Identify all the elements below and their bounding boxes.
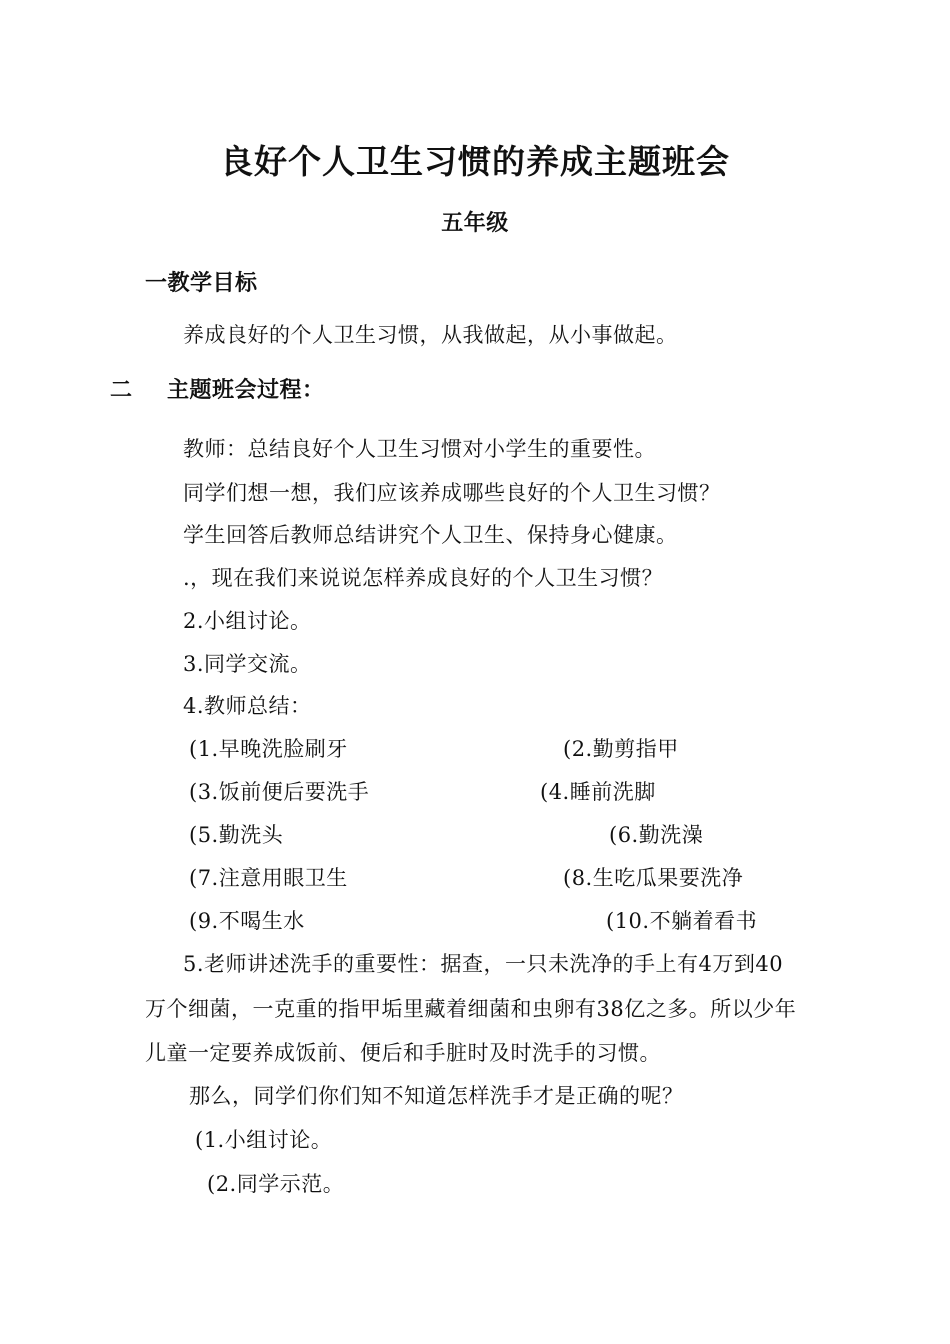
habit-item: (1.早晚洗脸刷牙 bbox=[189, 737, 348, 761]
process-line: .，现在我们来说说怎样养成良好的个人卫生习惯？ bbox=[183, 566, 664, 590]
habit-item: (5.勤洗头 bbox=[189, 823, 284, 847]
paragraph-line: 儿童一定要养成饭前、便后和手脏时及时洗手的习惯。 bbox=[145, 1041, 661, 1065]
section-heading-process: 主题班会过程： bbox=[167, 378, 325, 403]
process-line: 同学们想一想，我们应该养成哪些良好的个人卫生习惯？ bbox=[183, 481, 721, 505]
habit-item: (6.勤洗澡 bbox=[609, 823, 704, 847]
teaching-goal-text: 养成良好的个人卫生习惯，从我做起，从小事做起。 bbox=[183, 323, 678, 347]
habit-item: (9.不喝生水 bbox=[189, 909, 305, 933]
process-line: 2.小组讨论。 bbox=[183, 609, 312, 633]
process-line: 4.教师总结： bbox=[183, 694, 312, 718]
habit-item: (4.睡前洗脚 bbox=[540, 780, 656, 804]
step-item: (2.同学示范。 bbox=[207, 1172, 345, 1196]
step-item: (1.小组讨论。 bbox=[195, 1128, 333, 1152]
handwash-question: 那么，同学们你们知不知道怎样洗手才是正确的呢？ bbox=[189, 1084, 684, 1108]
grade-subtitle: 五年级 bbox=[441, 211, 509, 236]
habit-item: (3.饭前便后要洗手 bbox=[189, 780, 370, 804]
process-line: 学生回答后教师总结讲究个人卫生、保持身心健康。 bbox=[183, 523, 678, 547]
habit-item: (10.不躺着看书 bbox=[606, 909, 758, 933]
section-heading-number: 二 bbox=[110, 378, 133, 403]
paragraph-line: 万个细菌，一克重的指甲垢里藏着细菌和虫卵有38亿之多。所以少年 bbox=[145, 997, 797, 1021]
paragraph-line: 5.老师讲述洗手的重要性：据查，一只未洗净的手上有4万到40 bbox=[183, 952, 784, 976]
process-line: 3.同学交流。 bbox=[183, 652, 312, 676]
document-title: 良好个人卫生习惯的养成主题班会 bbox=[220, 142, 730, 181]
habit-item: (7.注意用眼卫生 bbox=[189, 866, 348, 890]
section-heading-teaching-goal: 一教学目标 bbox=[145, 271, 258, 296]
habit-item: (2.勤剪指甲 bbox=[563, 737, 679, 761]
habit-item: (8.生吃瓜果要洗净 bbox=[563, 866, 744, 890]
process-line: 教师：总结良好个人卫生习惯对小学生的重要性。 bbox=[183, 437, 656, 461]
